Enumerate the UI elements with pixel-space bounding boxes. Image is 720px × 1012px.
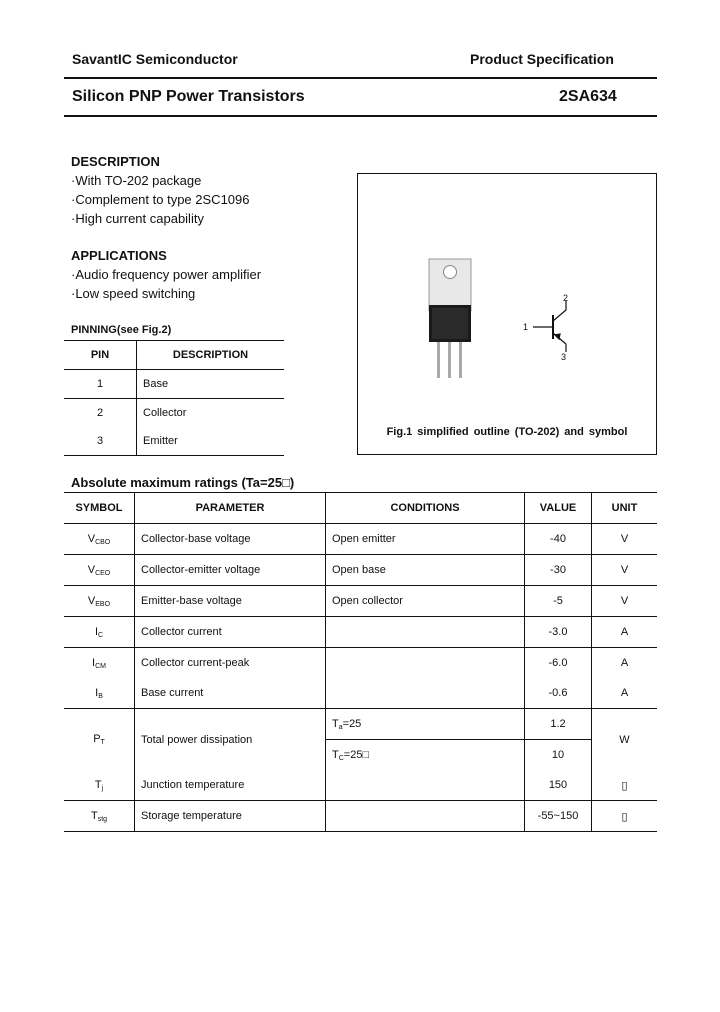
value-cell: -3.0 <box>525 617 592 648</box>
pin-description: Collector <box>137 399 285 428</box>
table-row <box>64 586 657 617</box>
value-cell: 1.2 <box>525 709 592 740</box>
part-number: 2SA634 <box>559 88 617 105</box>
description-list <box>71 171 249 228</box>
symbol-cell: $T_{stg}$ <box>64 801 135 832</box>
header-rule-top <box>64 77 657 79</box>
pnp-transistor-symbol <box>533 301 566 352</box>
table-row <box>64 801 657 832</box>
table-row <box>64 617 657 648</box>
value-cell: -55~150 <box>525 801 592 832</box>
unit-cell: A <box>592 617 658 648</box>
pin-number: 2 <box>64 399 137 428</box>
parameter-cell: Collector-base voltage <box>135 524 326 555</box>
list-item: ·Audio frequency power amplifier <box>71 267 262 282</box>
column-header: UNIT <box>592 493 658 524</box>
value-cell: -0.6 <box>525 678 592 709</box>
symbol-cell: $T_j$ <box>64 770 135 801</box>
list-item: ·With TO-202 package <box>71 173 202 188</box>
unit-cell: V <box>592 555 658 586</box>
parameter-cell: Junction temperature <box>135 770 326 801</box>
unit-cell: A <box>592 678 658 709</box>
value-cell: 10 <box>525 740 592 771</box>
applications-heading: APPLICATIONS <box>71 248 167 263</box>
applications-list <box>71 265 261 303</box>
table-row <box>64 770 657 801</box>
value-cell: -40 <box>525 524 592 555</box>
parameter-cell: Base current <box>135 678 326 709</box>
table-header-row <box>64 493 657 524</box>
company-name: SavantIC Semiconductor <box>72 51 238 67</box>
unit-cell: V <box>592 524 658 555</box>
condition-cell <box>326 770 525 801</box>
condition-cell <box>326 801 525 832</box>
table-row <box>64 709 657 740</box>
table-row <box>64 524 657 555</box>
pin-label-base: 1 <box>523 322 529 332</box>
list-item: ·Low speed switching <box>71 286 196 301</box>
value-cell: -6.0 <box>525 648 592 679</box>
symbol-cell: $I_B$ <box>64 678 135 709</box>
parameter-cell: Total power dissipation <box>135 709 326 771</box>
condition-cell <box>326 648 525 709</box>
parameter-cell: Emitter-base voltage <box>135 586 326 617</box>
unit-cell: ▯ <box>592 770 658 801</box>
ratings-heading: Absolute maximum ratings (Ta=25□) <box>71 475 295 490</box>
value-cell: 150 <box>525 770 592 801</box>
value-cell: -5 <box>525 586 592 617</box>
product-line: Silicon PNP Power Transistors <box>72 88 305 105</box>
table-row <box>64 370 284 399</box>
unit-cell: V <box>592 586 658 617</box>
table-row <box>64 555 657 586</box>
list-item: ·Complement to type 2SC1096 <box>71 192 250 207</box>
condition-cell: Open collector <box>326 586 525 617</box>
table-row <box>64 648 657 679</box>
figure-box <box>357 173 657 455</box>
symbol-cell: $V_{EBO}$ <box>64 586 135 617</box>
column-header: PIN <box>64 341 137 370</box>
parameter-cell: Collector-emitter voltage <box>135 555 326 586</box>
pinning-table <box>64 340 284 456</box>
column-header: CONDITIONS <box>326 493 525 524</box>
unit-cell: A <box>620 657 629 669</box>
parameter-cell: Collector current-peak <box>135 648 326 679</box>
pin-description: Emitter <box>137 427 285 456</box>
header-rule-bottom <box>64 115 657 117</box>
list-item: ·High current capability <box>71 211 204 226</box>
to202-package-image <box>429 259 471 378</box>
pin-number: 3 <box>64 427 137 456</box>
condition-cell <box>326 617 525 648</box>
pinning-heading: PINNING(see Fig.2) <box>71 324 172 336</box>
table-row <box>64 427 284 456</box>
pin-label-emitter: 3 <box>561 352 567 362</box>
parameter-cell: Storage temperature <box>135 801 326 832</box>
pin-number: 1 <box>64 370 137 399</box>
column-header: VALUE <box>525 493 592 524</box>
column-header: SYMBOL <box>64 493 135 524</box>
condition-cell: $T_C=25□$ <box>326 740 525 771</box>
symbol-cell: $V_{CEO}$ <box>64 555 135 586</box>
condition-cell: Open base <box>326 555 525 586</box>
symbol-cell: $I_{CM}$ <box>64 648 135 679</box>
table-row <box>64 399 284 428</box>
symbol-cell: $I_C$ <box>64 617 135 648</box>
condition-cell: $T_a=25$ <box>326 709 525 740</box>
column-header: DESCRIPTION <box>137 341 285 370</box>
unit-cell: ▯ <box>592 801 658 832</box>
symbol-cell: $V_{CBO}$ <box>64 524 135 555</box>
parameter-cell: Collector current <box>135 617 326 648</box>
package-outline-and-symbol <box>358 174 656 414</box>
value-cell: -30 <box>525 555 592 586</box>
pin-label-collector: 2 <box>563 293 569 303</box>
doc-type: Product Specification <box>470 51 614 67</box>
column-header: PARAMETER <box>135 493 326 524</box>
condition-cell: Open emitter <box>326 524 525 555</box>
pin-description: Base <box>143 378 169 390</box>
symbol-cell: $P_T$ <box>64 709 135 771</box>
unit-cell: W <box>619 733 630 746</box>
ratings-table <box>64 492 657 832</box>
table-header-row <box>64 341 284 370</box>
description-heading: DESCRIPTION <box>71 154 160 169</box>
figure-caption: Fig.1 simplified outline (TO-202) and symbol <box>386 426 628 438</box>
